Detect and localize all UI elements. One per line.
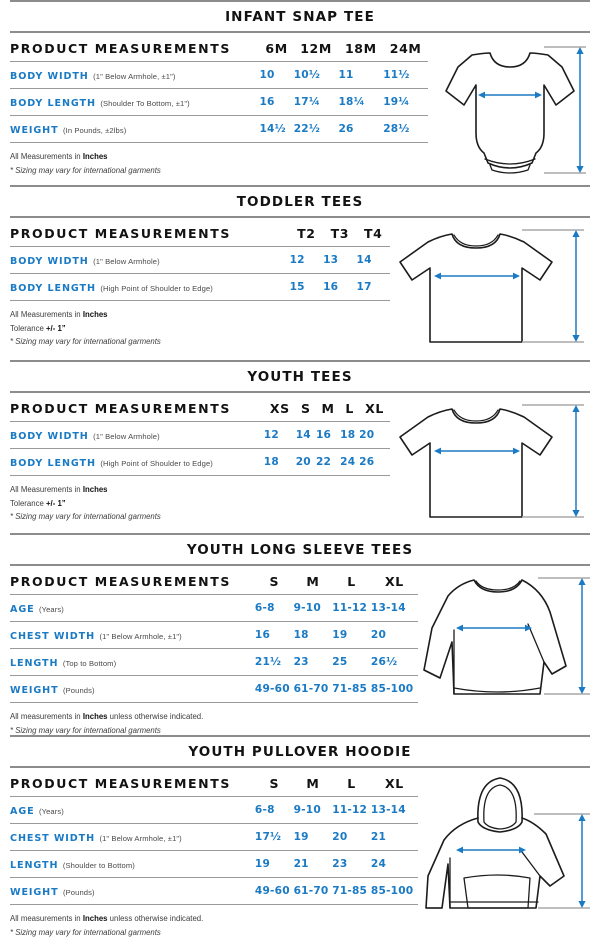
measurement-value: 26½ — [371, 649, 418, 676]
section-body — [0, 393, 600, 533]
note-text: All Measurements in — [10, 310, 83, 319]
garment-illustration-wrap — [390, 218, 590, 358]
measurement-value: 71-85 — [332, 878, 371, 905]
note-line — [10, 164, 428, 178]
note-line — [10, 926, 418, 939]
note-text: * Sizing may vary for international garments — [10, 927, 161, 937]
row-label-note: (Pounds) — [63, 686, 95, 695]
measurement-value: 10 — [259, 62, 293, 89]
note-text: * Sizing may vary for international garments — [10, 512, 161, 522]
size-column-header: S — [269, 776, 280, 791]
measurement-value: 6-8 — [255, 797, 294, 824]
product-measurements-header: PRODUCT MEASUREMENTS — [10, 226, 231, 241]
measurement-value: 61-70 — [294, 878, 333, 905]
measurement-value: 25 — [332, 649, 371, 676]
table-row — [10, 824, 418, 851]
table-row — [10, 676, 418, 703]
table-row — [10, 851, 418, 878]
measurement-value: 11 — [338, 62, 383, 89]
measurement-value: 19¼ — [383, 89, 428, 116]
measurements-table-wrap — [10, 393, 390, 524]
measurements-table — [10, 574, 418, 703]
section-notes — [10, 143, 428, 177]
note-emphasis: +/- 1” — [45, 498, 66, 508]
section-body — [0, 566, 600, 737]
measurement-value: 16 — [255, 622, 294, 649]
onesie-illustration — [428, 33, 596, 181]
row-label-cell — [10, 89, 259, 116]
row-label-note: (Shoulder To Bottom, ±1") — [100, 99, 190, 108]
table-row — [10, 89, 428, 116]
product-measurements-header: PRODUCT MEASUREMENTS — [10, 41, 231, 56]
measurement-value: 11½ — [383, 62, 428, 89]
measurement-value: 9-10 — [294, 595, 333, 622]
measurement-value: 28½ — [383, 116, 428, 143]
row-label-cell — [10, 824, 255, 851]
measurement-value: 14 — [296, 422, 316, 449]
table-header-row — [10, 226, 390, 247]
size-column-header: T3 — [330, 226, 349, 241]
row-label: BODY WIDTH — [10, 71, 89, 82]
row-label: LENGTH — [10, 860, 59, 871]
measurements-table-wrap — [10, 33, 428, 177]
measurement-value: 11-12 — [332, 595, 371, 622]
table-row — [10, 422, 390, 449]
row-label: LENGTH — [10, 658, 59, 669]
table-row — [10, 878, 418, 905]
measurement-value: 18 — [264, 449, 296, 476]
size-column-header: L — [345, 401, 354, 416]
measurement-value: 22½ — [294, 116, 339, 143]
section-title: TODDLER TEES — [236, 194, 364, 210]
size-column-header: 24M — [389, 41, 422, 56]
size-column-header: M — [321, 401, 335, 416]
note-emphasis: Inches — [82, 152, 108, 161]
note-text: Tolerance — [10, 323, 46, 333]
measurement-value: 24 — [371, 851, 418, 878]
table-row — [10, 622, 418, 649]
table-header-row — [10, 574, 418, 595]
measurement-value: 26 — [359, 449, 390, 476]
note-text: * Sizing may vary for international garments — [10, 337, 161, 347]
measurement-value: 18 — [294, 622, 333, 649]
product-measurements-header: PRODUCT MEASUREMENTS — [10, 401, 231, 416]
garment-illustration-wrap — [390, 393, 590, 533]
row-label: AGE — [10, 806, 35, 817]
table-row — [10, 62, 428, 89]
measurement-value: 9-10 — [294, 797, 333, 824]
section-header — [10, 185, 590, 218]
note-line — [10, 322, 390, 336]
row-label-cell — [10, 449, 264, 476]
measurement-value: 12 — [264, 422, 296, 449]
row-label: BODY LENGTH — [10, 98, 96, 109]
measurement-value: 20 — [296, 449, 316, 476]
measurement-value: 16 — [259, 89, 293, 116]
section-notes — [10, 703, 418, 737]
note-text: All measurements in — [10, 712, 83, 721]
measurement-value: 12 — [290, 247, 323, 274]
row-label-cell — [10, 878, 255, 905]
row-label: WEIGHT — [10, 887, 59, 898]
measurement-value: 49-60 — [255, 676, 294, 703]
row-label: BODY LENGTH — [10, 458, 96, 469]
note-emphasis: Inches — [82, 485, 108, 494]
size-column-header: XL — [385, 776, 404, 791]
row-label-note: (High Point of Shoulder to Edge) — [100, 459, 213, 468]
table-row — [10, 595, 418, 622]
row-label: CHEST WIDTH — [10, 631, 96, 642]
measurement-value: 6-8 — [255, 595, 294, 622]
section-notes — [10, 905, 418, 939]
note-text: Tolerance — [10, 498, 46, 508]
note-line — [10, 912, 418, 926]
measurement-value: 20 — [371, 622, 418, 649]
row-label-note: (High Point of Shoulder to Edge) — [100, 284, 213, 293]
table-row — [10, 116, 428, 143]
row-label-note: (Shoulder to Bottom) — [62, 861, 135, 870]
row-label-note: (Pounds) — [63, 888, 95, 897]
section-body — [0, 33, 600, 181]
long-sleeve-tee-illustration — [418, 566, 594, 706]
measurement-value: 15 — [290, 274, 323, 301]
measurement-value: 17 — [357, 274, 390, 301]
section-title: YOUTH LONG SLEEVE TEES — [186, 542, 414, 558]
size-section-youth-pullover-hoodie — [0, 735, 600, 939]
note-emphasis: Inches — [82, 914, 108, 923]
measurement-value: 21 — [294, 851, 333, 878]
measurement-value: 26 — [338, 116, 383, 143]
section-notes — [10, 476, 390, 524]
measurement-value: 71-85 — [332, 676, 371, 703]
table-row — [10, 449, 390, 476]
measurements-table-wrap — [10, 768, 418, 939]
tee-illustration — [390, 218, 590, 358]
section-title: YOUTH TEES — [247, 369, 353, 385]
garment-illustration-wrap — [418, 768, 594, 920]
row-label: WEIGHT — [10, 125, 59, 136]
row-label: BODY WIDTH — [10, 431, 89, 442]
size-column-header: L — [347, 776, 356, 791]
size-column-header: L — [347, 574, 356, 589]
row-label-cell — [10, 649, 255, 676]
measurement-value: 19 — [294, 824, 333, 851]
note-text-tail: unless otherwise indicated. — [107, 914, 204, 923]
measurement-value: 24 — [340, 449, 359, 476]
row-label: BODY WIDTH — [10, 256, 89, 267]
measurement-value: 23 — [332, 851, 371, 878]
size-column-header: 6M — [265, 41, 288, 56]
note-line — [10, 710, 418, 724]
measurement-value: 18¼ — [338, 89, 383, 116]
size-column-header: M — [306, 574, 320, 589]
row-label-note: (1" Below Armhole, ±1") — [99, 632, 182, 641]
measurement-value: 14 — [357, 247, 390, 274]
row-label-cell — [10, 62, 259, 89]
row-label-cell — [10, 247, 290, 274]
row-label-cell — [10, 116, 259, 143]
row-label: AGE — [10, 604, 35, 615]
measurement-value: 21½ — [255, 649, 294, 676]
note-line — [10, 510, 390, 524]
note-line — [10, 335, 390, 349]
size-column-header: XL — [365, 401, 384, 416]
measurements-table-wrap — [10, 566, 418, 737]
row-label-note: (1" Below Armhole, ±1") — [99, 834, 182, 843]
measurements-table — [10, 41, 428, 143]
section-title: YOUTH PULLOVER HOODIE — [188, 744, 412, 760]
section-header — [10, 533, 590, 566]
measurement-value: 23 — [294, 649, 333, 676]
table-header-row — [10, 41, 428, 62]
table-row — [10, 797, 418, 824]
row-label-note: (1" Below Armhole, ±1") — [93, 72, 176, 81]
size-section-toddler-tees — [0, 185, 600, 358]
note-emphasis: Inches — [82, 310, 108, 319]
table-row — [10, 247, 390, 274]
note-line — [10, 497, 390, 511]
row-label-cell — [10, 851, 255, 878]
measurement-value: 13-14 — [371, 797, 418, 824]
product-measurements-header: PRODUCT MEASUREMENTS — [10, 574, 231, 589]
row-label-note: (Top to Bottom) — [62, 659, 117, 668]
garment-illustration-wrap — [428, 33, 596, 181]
measurement-value: 10½ — [294, 62, 339, 89]
measurement-value: 85-100 — [371, 676, 418, 703]
row-label-cell — [10, 274, 290, 301]
note-line — [10, 483, 390, 497]
section-header — [10, 360, 590, 393]
measurement-value: 85-100 — [371, 878, 418, 905]
section-title: INFANT SNAP TEE — [225, 9, 375, 25]
size-column-header: S — [269, 574, 280, 589]
measurement-value: 16 — [323, 274, 356, 301]
row-label-note: (Years) — [39, 807, 64, 816]
size-column-header: XL — [385, 574, 404, 589]
product-measurements-header: PRODUCT MEASUREMENTS — [10, 776, 231, 791]
size-column-header: S — [301, 401, 311, 416]
row-label: CHEST WIDTH — [10, 833, 96, 844]
row-label-cell — [10, 422, 264, 449]
measurement-value: 19 — [332, 622, 371, 649]
section-body — [0, 218, 600, 358]
measurement-value: 20 — [332, 824, 371, 851]
row-label: WEIGHT — [10, 685, 59, 696]
measurement-value: 17½ — [255, 824, 294, 851]
note-text: * Sizing may vary for international garments — [10, 725, 161, 735]
hoodie-illustration — [418, 768, 594, 920]
measurements-table — [10, 226, 390, 301]
size-column-header: T4 — [364, 226, 383, 241]
size-section-infant-snap-tee — [0, 0, 600, 181]
measurement-value: 19 — [255, 851, 294, 878]
measurements-table-wrap — [10, 218, 390, 349]
measurement-value: 14½ — [259, 116, 293, 143]
measurements-table — [10, 401, 390, 476]
note-text: All Measurements in — [10, 152, 83, 161]
row-label: BODY LENGTH — [10, 283, 96, 294]
row-label-cell — [10, 797, 255, 824]
measurements-table — [10, 776, 418, 905]
note-text-tail: unless otherwise indicated. — [107, 712, 204, 721]
row-label-cell — [10, 595, 255, 622]
section-notes — [10, 301, 390, 349]
garment-illustration-wrap — [418, 566, 594, 706]
tee-illustration — [390, 393, 590, 533]
row-label-note: (In Pounds, ±2lbs) — [63, 126, 127, 135]
section-header — [10, 0, 590, 33]
size-section-youth-tees — [0, 360, 600, 533]
measurement-value: 22 — [316, 449, 340, 476]
row-label-note: (Years) — [39, 605, 64, 614]
section-body — [0, 768, 600, 939]
measurement-value: 13 — [323, 247, 356, 274]
note-line — [10, 150, 428, 164]
note-emphasis: Inches — [82, 712, 108, 721]
size-section-youth-long-sleeve-tees — [0, 533, 600, 737]
size-column-header: T2 — [297, 226, 316, 241]
table-row — [10, 649, 418, 676]
size-column-header: 12M — [300, 41, 332, 56]
note-text: All Measurements in — [10, 485, 83, 494]
measurement-value: 17¼ — [294, 89, 339, 116]
measurement-value: 16 — [316, 422, 340, 449]
table-header-row — [10, 776, 418, 797]
row-label-cell — [10, 676, 255, 703]
table-header-row — [10, 401, 390, 422]
note-text: All measurements in — [10, 914, 83, 923]
size-column-header: XS — [269, 401, 290, 416]
row-label-note: (1" Below Armhole) — [93, 432, 160, 441]
section-header — [10, 735, 590, 768]
note-emphasis: +/- 1” — [45, 323, 66, 333]
row-label-note: (1" Below Armhole) — [93, 257, 160, 266]
note-line — [10, 308, 390, 322]
measurement-value: 20 — [359, 422, 390, 449]
measurement-value: 11-12 — [332, 797, 371, 824]
measurement-value: 13-14 — [371, 595, 418, 622]
size-column-header: M — [306, 776, 320, 791]
note-text: * Sizing may vary for international garments — [10, 165, 161, 175]
measurement-value: 21 — [371, 824, 418, 851]
measurement-value: 18 — [340, 422, 359, 449]
size-column-header: 18M — [345, 41, 377, 56]
measurement-value: 49-60 — [255, 878, 294, 905]
measurement-value: 61-70 — [294, 676, 333, 703]
table-row — [10, 274, 390, 301]
row-label-cell — [10, 622, 255, 649]
